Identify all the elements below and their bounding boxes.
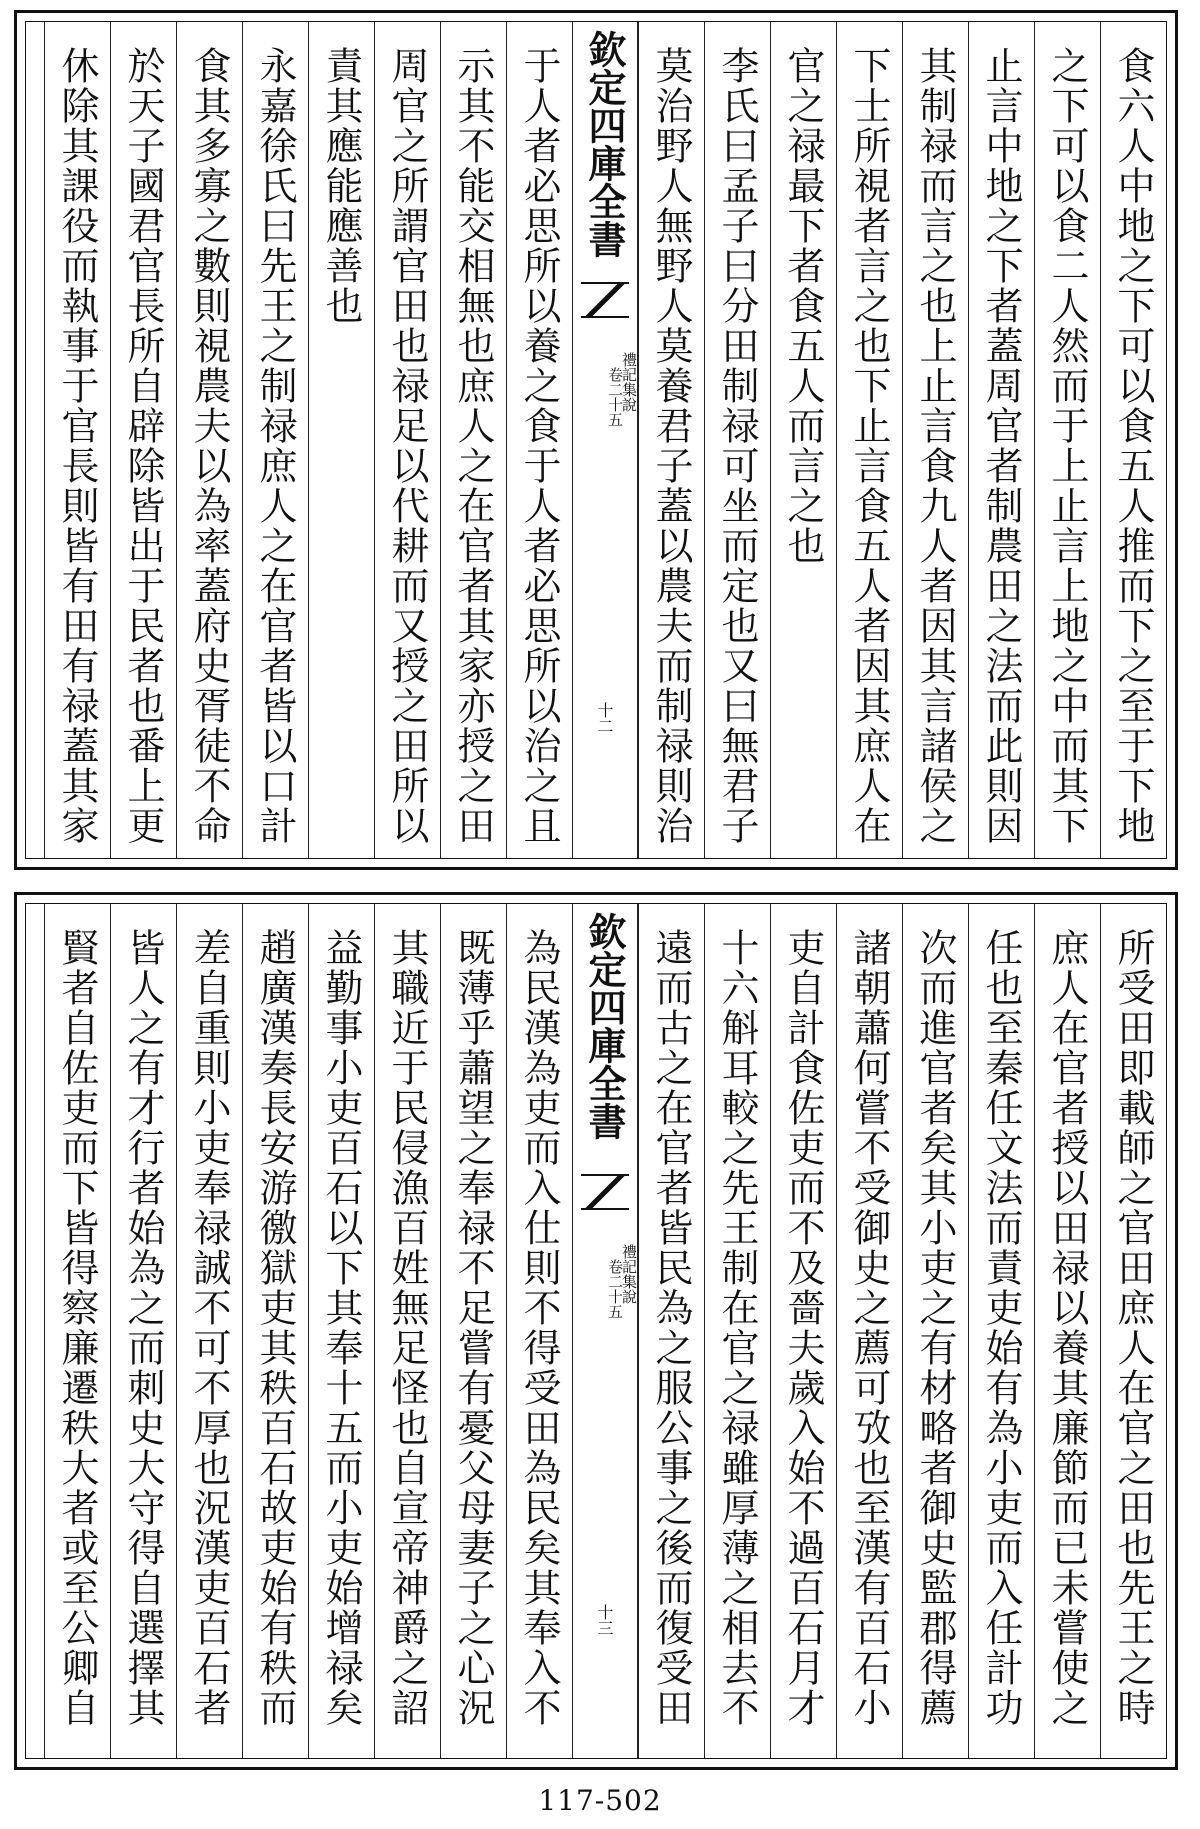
text-column: 責其應能應善也 <box>308 22 374 858</box>
fish-tail-mark <box>581 1174 629 1210</box>
lower-page <box>14 892 1178 1770</box>
gutter-folio: 十二 <box>595 702 614 734</box>
text-column: 十六斛耳較之先王制在官之禄雖厚薄之相去不 <box>704 904 770 1758</box>
text-column: 次而進官者矣其小吏之有材略者御史監郡得薦 <box>902 904 968 1758</box>
text-column: 休除其課役而執事于官長則皆有田有禄蓋其家 <box>44 22 110 858</box>
text-column: 吏自計食佐吏而不及嗇夫歲入始不過百石月才 <box>770 904 836 1758</box>
gutter-folio: 十三 <box>595 1604 614 1636</box>
gutter-volume: 卷二十五 <box>606 1259 624 1319</box>
text-column: 其職近于民侵漁百姓無足怪也自宣帝神爵之詔 <box>374 904 440 1758</box>
lower-page-frame <box>25 903 1167 1759</box>
text-column: 莫治野人無野人莫養君子蓋以農夫而制禄則治 <box>638 22 704 858</box>
text-column: 既薄乎蕭望之奉禄不足嘗有憂父母妻子之心況 <box>440 904 506 1758</box>
text-column: 其制禄而言之也上止言食九人者因其言諸侯之 <box>902 22 968 858</box>
text-column: 官之禄最下者食五人而言之也 <box>770 22 836 858</box>
text-column: 周官之所謂官田也禄足以代耕而又授之田所以 <box>374 22 440 858</box>
text-column: 之下可以食二人然而于上止言上地之中而其下 <box>1034 22 1100 858</box>
text-column: 所受田即載師之官田庶人在官之田也先王之時 <box>1100 904 1166 1758</box>
gutter-volume: 卷二十五 <box>606 367 624 427</box>
text-column: 下士所視者言之也下止言食五人者因其庶人在 <box>836 22 902 858</box>
text-column: 遠而古之在官者皆民為之服公事之後而復受田 <box>638 904 704 1758</box>
center-gutter <box>572 904 638 1758</box>
text-column: 庶人在官者授以田禄以養其廉節而已未嘗使之 <box>1034 904 1100 1758</box>
gutter-book-title: 禮記集說 <box>620 1244 638 1304</box>
text-column: 止言中地之下者蓋周官者制農田之法而此則因 <box>968 22 1034 858</box>
text-column: 食其多寡之數則視農夫以為率蓋府史胥徒不命 <box>176 22 242 858</box>
text-column: 益勤事小吏百石以下其奉十五而小吏始增禄矣 <box>308 904 374 1758</box>
text-column: 賢者自佐吏而下皆得察廉遷秩大者或至公卿自 <box>44 904 110 1758</box>
text-column: 諸朝蕭何嘗不受御史之薦可攷也至漢有百石小 <box>836 904 902 1758</box>
gutter-title: 欽定四庫全書 <box>582 912 627 1140</box>
upper-page-frame <box>25 21 1167 859</box>
center-gutter <box>572 22 638 858</box>
text-column: 食六人中地之下可以食五人推而下之至于下地 <box>1100 22 1166 858</box>
upper-page <box>14 10 1178 870</box>
text-column: 永嘉徐氏曰先王之制禄庶人之在官者皆以口計 <box>242 22 308 858</box>
text-column: 為民漢為吏而入仕則不得受田為民矣其奉入不 <box>506 904 572 1758</box>
fish-tail-mark <box>581 282 629 318</box>
text-column: 趙廣漢奏長安游徼獄吏其秩百石故吏始有秩而 <box>242 904 308 1758</box>
text-column: 任也至秦任文法而責吏始有為小吏而入任計功 <box>968 904 1034 1758</box>
text-column: 示其不能交相無也庶人之在官者其家亦授之田 <box>440 22 506 858</box>
text-column: 皆人之有才行者始為之而刺史大守得自選擇其 <box>110 904 176 1758</box>
page-number: 117-502 <box>538 1784 662 1817</box>
gutter-book-title: 禮記集說 <box>620 352 638 412</box>
text-column: 于人者必思所以養之食于人者必思所以治之且 <box>506 22 572 858</box>
gutter-title: 欽定四庫全書 <box>582 30 627 258</box>
text-column: 差自重則小吏奉禄誠不可不厚也況漢吏百石者 <box>176 904 242 1758</box>
text-column: 於天子國君官長所自辟除皆出于民者也番上更 <box>110 22 176 858</box>
text-column: 李氏曰孟子曰分田制禄可坐而定也又曰無君子 <box>704 22 770 858</box>
